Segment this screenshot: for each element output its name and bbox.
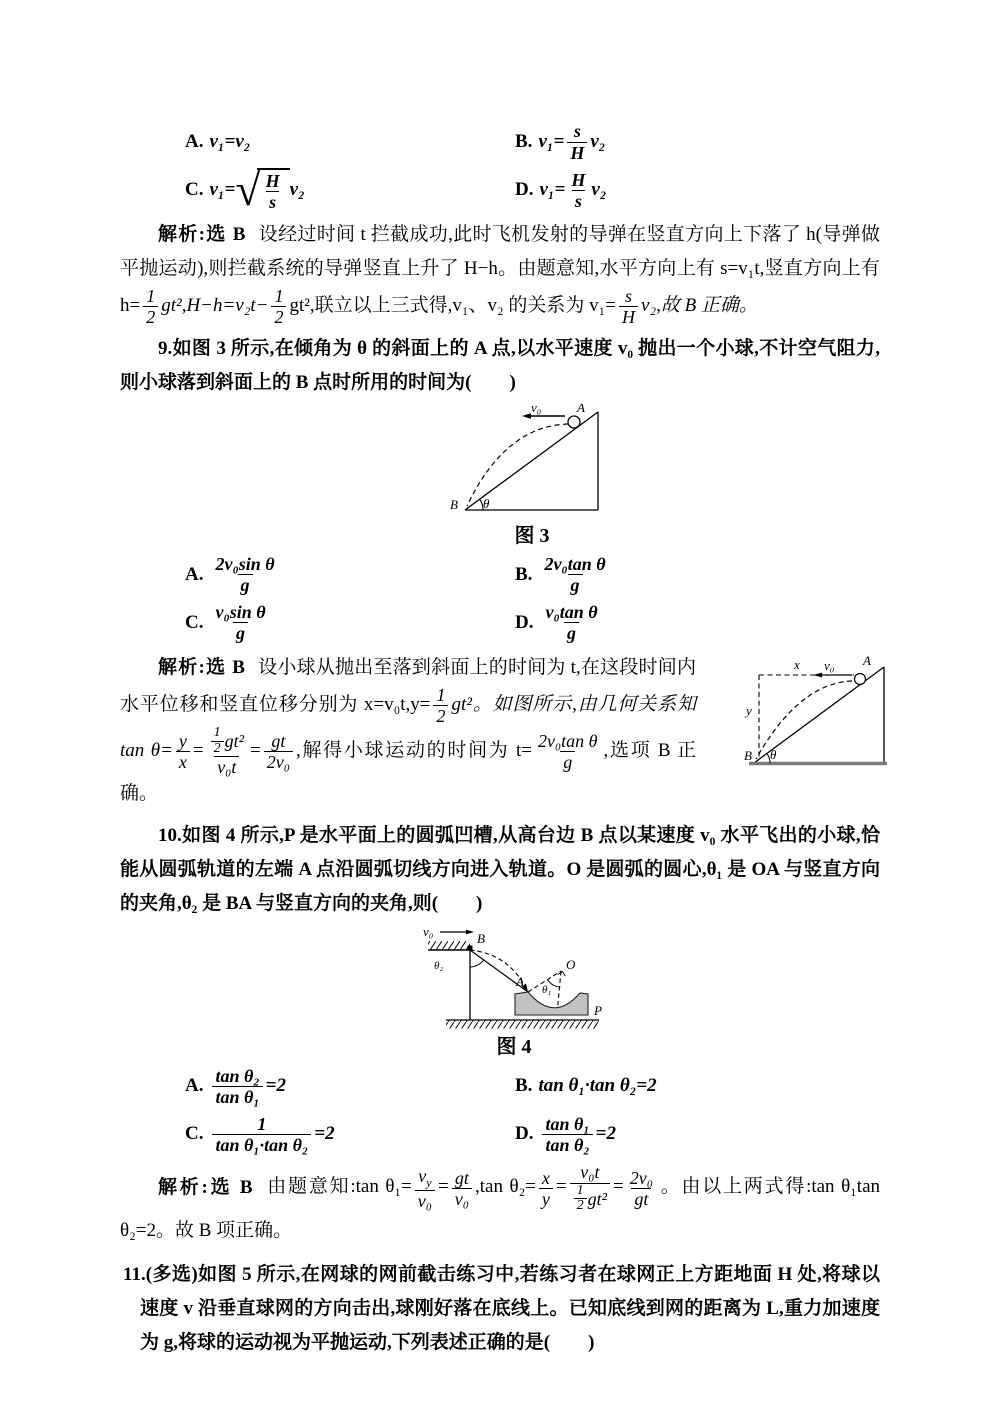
fraction	[542, 1114, 592, 1155]
q10-option-a	[185, 1064, 515, 1108]
option-label: C.	[185, 611, 204, 633]
fraction	[619, 286, 638, 327]
q8-option-c	[185, 164, 515, 216]
option-label: A.	[185, 563, 204, 585]
solution-text: gt²,联立以上三式得,v₁、v₂ 的关系为 v₁=	[289, 295, 617, 317]
point-o-label: O	[566, 957, 576, 973]
denominator: 2v₀	[264, 751, 293, 772]
denominator: g	[560, 751, 575, 772]
fraction	[176, 731, 190, 772]
denominator: y	[539, 1188, 553, 1209]
point-b-label: B	[450, 496, 458, 512]
solution-8	[120, 218, 880, 327]
arc-groove	[515, 992, 588, 1015]
fraction	[452, 1168, 472, 1209]
math: v	[418, 1165, 427, 1186]
fraction	[539, 1168, 553, 1209]
fraction	[264, 731, 293, 772]
numerator: v₀sin θ	[215, 601, 266, 622]
velocity-arrow	[522, 413, 531, 419]
point-a-label: A	[516, 974, 524, 990]
option-label: B.	[515, 563, 533, 585]
math: gt²,H−h=v₂t−	[161, 295, 269, 317]
figure-4	[418, 923, 610, 1060]
numerator: 2v₀	[629, 1167, 654, 1188]
point-b-label: B	[744, 747, 752, 763]
q9-option-c	[185, 601, 515, 645]
denominator: g	[568, 574, 583, 595]
fraction	[212, 1114, 311, 1155]
solution-text: ,选项 B 正确。	[120, 740, 696, 805]
question-text: 9.如图 3 所示,在倾角为 θ 的斜面上的 A 点,以水平速度 v₀ 抛出一个小球,不计空气阻力,则小球落到斜面上的 B 点时所用的时间为( )	[120, 337, 880, 393]
denominator: g	[233, 622, 248, 643]
q8-option-b	[515, 120, 945, 164]
math: v₂,故 B 正确。	[641, 295, 758, 317]
numerator: H	[571, 169, 586, 190]
numerator: H	[265, 171, 280, 191]
numerator: 2v₀tan θ	[537, 731, 598, 752]
question-10	[120, 819, 880, 921]
formula: v₂	[289, 179, 305, 201]
fraction	[535, 731, 601, 772]
denominator: 2	[271, 306, 286, 327]
numerator	[415, 1166, 434, 1190]
theta-label: θ	[770, 746, 777, 762]
point-a-label: A	[577, 403, 585, 415]
figure-3-caption: 图 3	[514, 524, 550, 547]
q10-options	[120, 1064, 880, 1156]
solution-text: 由题意知:tan θ₁=	[265, 1176, 412, 1198]
numerator: 1	[274, 286, 284, 307]
option-label: B.	[515, 131, 533, 152]
fraction	[567, 121, 587, 162]
formula: v₁=	[538, 131, 565, 152]
denominator: g	[238, 574, 253, 595]
solution-label: 解析:选 B	[158, 224, 247, 246]
solution-text: 。由以上两式得:tan θ₁tan θ₂=2。故 B 项正确。	[120, 1176, 881, 1241]
solution-text: ,tan θ₂=	[475, 1176, 536, 1198]
denominator: H	[567, 142, 587, 163]
numerator: y	[178, 731, 187, 752]
numerator: s	[625, 286, 633, 307]
equals: =	[250, 740, 261, 762]
equals: =	[192, 740, 204, 762]
question-11	[120, 1258, 880, 1360]
numerator: tan θ₂	[215, 1065, 260, 1086]
numerator: 2v₀sin θ	[215, 553, 275, 574]
solution-text: 设经过时间 t 拦截成功,此时飞机发射的导弹在竖直方向上下落了 h(导弹做平抛运动),则拦截系统的导弹竖直上升了 H−h。由题意知,水平方向上有 s=v₁t,竖直方向上有 h=	[120, 224, 880, 317]
incline-xy-diagram	[744, 649, 928, 779]
fraction	[541, 554, 608, 595]
formula: v₁=	[539, 179, 566, 201]
numerator: s	[573, 121, 581, 142]
denominator	[570, 1183, 610, 1214]
incline-diagram	[449, 404, 615, 518]
solution-text: ,解得小球运动的时间为 t=	[295, 740, 532, 762]
denominator: s	[266, 191, 279, 212]
fraction	[271, 286, 286, 327]
point-p-label: P	[594, 1003, 602, 1019]
figure-3	[442, 404, 622, 549]
q10-option-c	[185, 1112, 515, 1156]
theta1-label: θ₁	[542, 984, 552, 997]
q8-options	[120, 120, 880, 216]
fraction	[574, 1184, 587, 1214]
radicand	[257, 168, 290, 212]
formula: v₂	[591, 179, 607, 201]
numerator: 1	[436, 684, 446, 705]
math: =2	[595, 1123, 616, 1145]
numerator: 1	[576, 1182, 584, 1198]
denominator: v₀	[452, 1188, 472, 1209]
v0-label: v₀	[423, 924, 434, 940]
numerator: tan θ₁	[545, 1113, 590, 1134]
subscript: y	[426, 1175, 432, 1190]
option-label: A.	[185, 1075, 204, 1097]
math: gt²。如图所示,由几何关系知 tan θ=	[120, 693, 696, 762]
denominator: tan θ₁	[212, 1086, 262, 1107]
fraction-nested	[207, 726, 247, 778]
numerator: v₀tan θ	[545, 601, 598, 622]
option-label: B.	[515, 1075, 533, 1097]
q8-option-d	[515, 168, 945, 212]
math: gt²	[587, 1188, 608, 1209]
solution-10	[120, 1162, 880, 1248]
denominator: H	[619, 306, 638, 327]
ball	[568, 416, 580, 428]
denominator: 2	[433, 705, 448, 726]
ball	[855, 673, 866, 684]
option-label: C.	[185, 1123, 204, 1145]
equals: =	[613, 1176, 624, 1198]
denominator: 2	[211, 741, 224, 757]
right-angle-mark	[558, 972, 566, 977]
fraction	[143, 286, 158, 327]
option-label: C.	[185, 179, 204, 201]
question-9	[120, 332, 880, 400]
option-label: D.	[515, 611, 534, 633]
denominator: s	[572, 190, 585, 211]
point-b-label: B	[477, 931, 485, 947]
fraction	[433, 685, 448, 726]
fraction	[212, 554, 277, 595]
fraction	[211, 726, 224, 756]
fraction	[212, 602, 268, 643]
question-text: 11.(多选)如图 5 所示,在网球的网前截击练习中,若练习者在球网正上方距地面 H 处,将球以速度 v 沿垂直球网的方向击出,球刚好落在底线上。已知底线到网的距离为 L,重力加速度为 g,将球的运动视为平抛运动,下列表述正确的是( )	[123, 1264, 880, 1353]
numerator: gt	[454, 1167, 469, 1188]
formula: v₂	[590, 131, 606, 152]
denominator: g	[564, 622, 579, 643]
y-label: y	[746, 702, 752, 718]
option-label: A.	[185, 131, 204, 152]
velocity-arrow	[813, 672, 822, 677]
q10-option-b	[515, 1064, 945, 1108]
denominator: tan θ₁·tan θ₂	[212, 1134, 311, 1155]
solution-label: 解析:选 B	[158, 1176, 254, 1198]
solution-9-figure	[706, 649, 890, 791]
fraction	[212, 1066, 262, 1107]
q9-options	[120, 553, 880, 645]
denominator: gt	[631, 1188, 651, 1209]
q9-option-b	[515, 553, 945, 597]
formula: v₁=	[209, 179, 236, 201]
numerator: v₀t	[580, 1162, 600, 1183]
formula: v₁=v₂	[209, 131, 251, 152]
denominator: 2	[143, 306, 158, 327]
math: gt²	[224, 731, 245, 752]
denominator: x	[176, 751, 190, 772]
arc-groove-diagram	[418, 923, 610, 1029]
fraction	[568, 170, 588, 211]
square-root: √ $\frac{H}{s}$	[235, 168, 289, 212]
fraction	[263, 171, 283, 212]
denominator: v₀	[415, 1190, 435, 1211]
figure-4-caption: 图 4	[496, 1036, 532, 1059]
numerator: x	[541, 1167, 550, 1188]
fraction	[415, 1166, 435, 1211]
numerator: 1	[146, 286, 156, 307]
numerator: gt	[271, 731, 286, 752]
option-label: D.	[515, 179, 534, 201]
ground-hatch	[446, 1021, 599, 1029]
numerator: 1	[257, 1113, 267, 1134]
q10-option-d	[515, 1112, 945, 1156]
denominator: v₀t	[214, 756, 239, 777]
math: =2	[314, 1123, 335, 1145]
q8-option-a	[185, 120, 515, 164]
q9-option-a	[185, 553, 515, 597]
numerator: 2v₀tan θ	[544, 553, 606, 574]
x-label: x	[794, 656, 800, 672]
v0-label: v₀	[824, 657, 835, 673]
q9-option-d	[515, 601, 945, 645]
fraction-nested	[570, 1162, 610, 1214]
solution-label: 解析:选 B	[158, 656, 246, 678]
velocity-arrow	[466, 930, 474, 935]
equals: =	[438, 1176, 449, 1198]
math: =2	[265, 1075, 286, 1097]
platform-hatch	[428, 941, 470, 950]
solution-9	[120, 651, 880, 812]
equals: =	[555, 1176, 567, 1198]
theta2-label: θ₂	[434, 960, 444, 973]
fraction	[542, 602, 600, 643]
point-a-label: A	[863, 652, 871, 668]
numerator	[207, 726, 247, 756]
v0-label: v₀	[531, 403, 542, 415]
theta-label: θ	[483, 495, 490, 511]
denominator: 2	[574, 1198, 587, 1214]
solution-text: 设小球从抛出至落到斜面上的时间为 t,在这段时间内水平位移和竖直位移分别为 x=v₀t,y=	[120, 656, 696, 715]
formula: tan θ₁·tan θ₂=2	[538, 1075, 657, 1097]
numerator: 1	[213, 724, 221, 740]
option-label: D.	[515, 1123, 534, 1145]
question-text: 10.如图 4 所示,P 是水平面上的圆弧凹槽,从高台边 B 点以某速度 v₀ 水平飞出的小球,恰能从圆弧轨道的左端 A 点沿圆弧切线方向进入轨道。O 是圆弧的圆心,θ₁ 是 OA 与竖直方向的夹角,θ₂ 是 BA 与竖直方向的夹角,则( )	[120, 825, 880, 915]
denominator: tan θ₂	[542, 1134, 592, 1155]
fraction	[627, 1168, 656, 1209]
